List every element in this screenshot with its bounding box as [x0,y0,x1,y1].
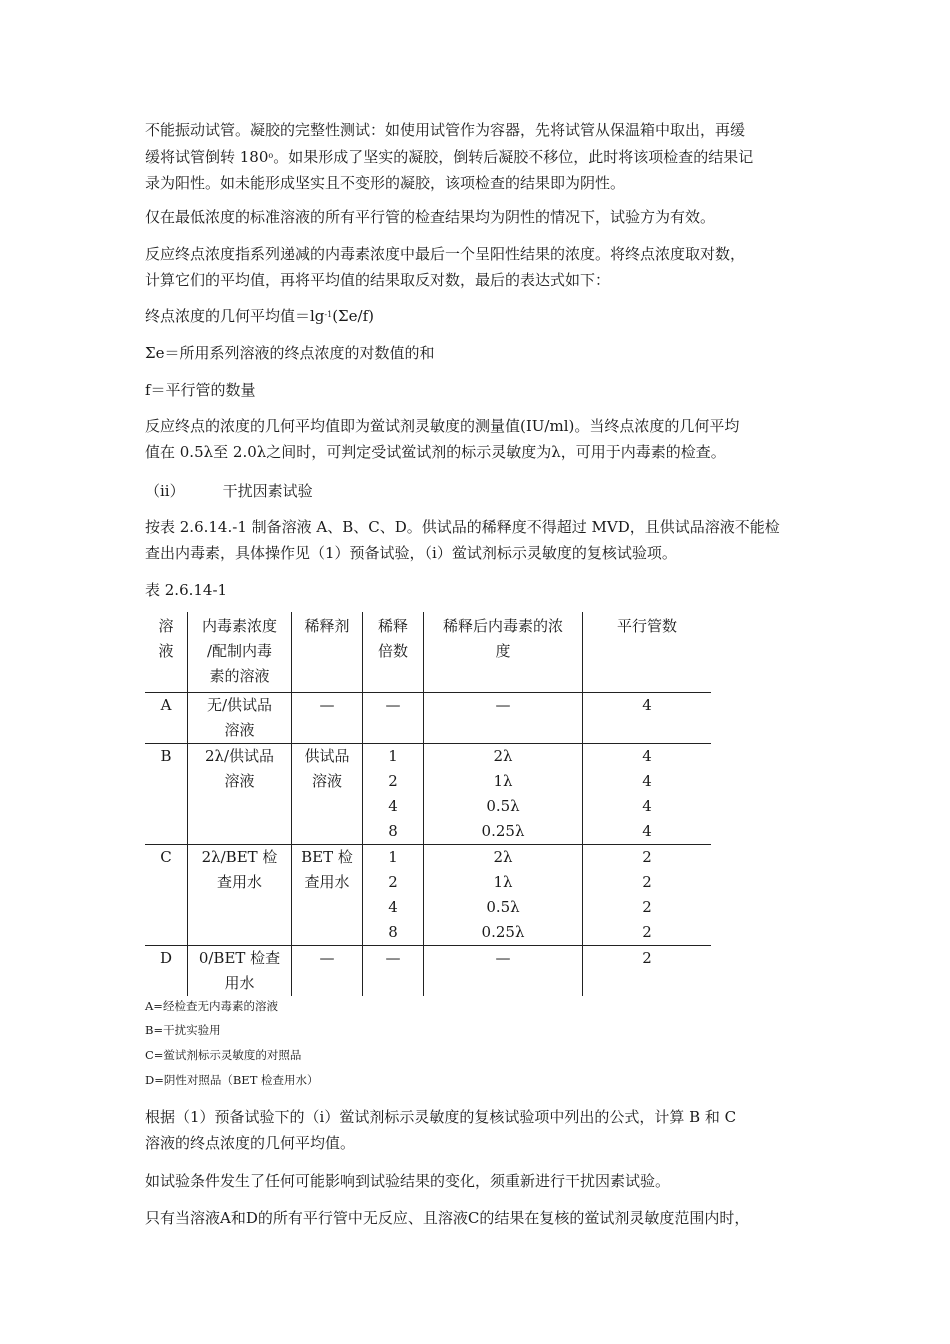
paragraph-calc-geometric-mean: 根据（1）预备试验下的（i）鲎试剂标示灵敏度的复核试验项中列出的公式，计算 B 和 C 溶液的终点浓度的几何平均值。 [145,1108,737,1152]
paragraph-conditions: 只有当溶液A和D的所有平行管中无反应、且溶液C的结果在复核的鲎试剂灵敏度范围内时， [145,1209,750,1227]
table-note-b: B=干扰实验用 [145,1023,221,1037]
formula-f-definition: f＝平行管的数量 [145,381,256,399]
header-diluent: 稀释剂 [292,612,363,693]
formula-sum-definition: Σe＝所用系列溶液的终点浓度的对数值的和 [145,344,435,362]
section-heading [145,478,810,504]
header-endotoxin: 内毒素浓度 /配制内毒 素的溶液 [188,612,292,693]
section-title: 干扰因素试验 [222,482,313,500]
solutions-table [145,612,711,996]
table-row: A 无/供试品 溶液 — — — 4 [145,693,711,744]
paragraph-gel-integrity: 不能振动试管。凝胶的完整性测试：如使用试管作为容器，先将试管从保温箱中取出，再缓 缓将试管倒转 180$^o$。如果形成了坚实的凝胶，倒转后凝胶不移位，此时将该项检查的结果记 录为阳性。如未能形成坚实且不变形的凝胶，该项检查的结果即为阴性。 [145,121,754,192]
paragraph-validity: 仅在最低浓度的标准溶液的所有平行管的检查结果均为阴性的情况下，试验方为有效。 [145,208,716,226]
table-header-row [145,612,711,693]
header-factor: 稀释 倍数 [363,612,424,693]
paragraph-repeat-test: 如试验条件发生了任何可能影响到试验结果的变化，须重新进行干扰因素试验。 [145,1172,671,1190]
table-note-a: A=经检查无内毒素的溶液 [145,999,278,1013]
paragraph-sensitivity: 反应终点的浓度的几何平均值即为鲎试剂灵敏度的测量值(IU/ml)。当终点浓度的几何平均 值在 0.5λ至 2.0λ之间时，可判定受试鲎试剂的标示灵敏度为λ，可用于内毒素的检查。 [145,417,740,461]
table-caption: 表 2.6.14-1 [145,581,228,599]
table-note-c: C=鲎试剂标示灵敏度的对照品 [145,1048,302,1062]
header-tubes: 平行管数 [583,612,712,693]
header-concentration: 稀释后内毒素的浓 度 [424,612,583,693]
header-solution: 溶 液 [145,612,188,693]
section-number: （ii） [145,482,185,500]
paragraph-endpoint: 反应终点浓度指系列递减的内毒素浓度中最后一个呈阳性结果的浓度。将终点浓度取对数， 计算它们的平均值，再将平均值的结果取反对数，最后的表达式如下： [145,245,746,289]
table-row: B 2λ/供试品 溶液 供试品 溶液 1 2 4 8 2λ 1λ 0.5λ 0.25λ 4 4 4 4 [145,744,711,845]
table-row: C 2λ/BET 检 查用水 BET 检 查用水 1 2 4 8 2λ 1λ 0.5λ 0.25λ 2 2 2 2 [145,845,711,946]
formula-geometric-mean: 终点浓度的几何平均值$=\lg^{-1}(\Sigma e/f)$ [145,307,374,325]
table-note-d: D=阴性对照品（BET 检查用水） [145,1073,319,1087]
table-row: D 0/BET 检查 用水 — — — 2 [145,946,711,997]
paragraph-prepare-solutions: 按表 2.6.14.-1 制备溶液 A、B、C、D。供试品的稀释度不得超过 MVD，且供试品溶液不能检 查出内毒素，具体操作见（1）预备试验，（i）鲎试剂标示灵敏度的复核试验项。 [145,518,780,562]
